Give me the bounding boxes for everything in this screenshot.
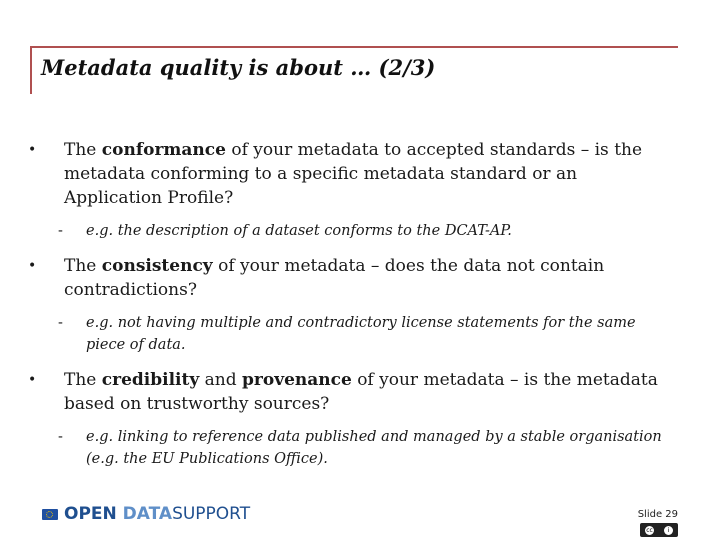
bullet-consistency xyxy=(28,254,678,302)
bullet-conformance xyxy=(28,138,678,210)
bullet-dot: • xyxy=(28,142,37,158)
sub-bullet-text: e.g. not having multiple and contradictory license statements for the same piece of data. xyxy=(86,315,636,353)
bullet-text: and xyxy=(199,370,243,390)
sub-bullet-conformance xyxy=(28,220,678,242)
sub-bullet-text: e.g. linking to reference data published and managed by a stable organisation (e.g. the EU Publications Office). xyxy=(86,429,662,467)
slide-title: Metadata quality is about … (2/3) xyxy=(41,55,436,80)
sub-dash: - xyxy=(58,429,63,445)
logo-data-text: DATA xyxy=(122,504,173,524)
title-frame-left xyxy=(30,46,32,94)
sub-bullet-text: e.g. the description of a dataset conforms to the DCAT-AP. xyxy=(86,223,512,239)
slide-content xyxy=(28,138,678,482)
sub-dash: - xyxy=(58,315,63,331)
bullet-text: The xyxy=(64,370,102,390)
logo-support-text: SUPPORT xyxy=(172,504,251,524)
bullet-dot: • xyxy=(28,258,37,274)
bullet-keyword: conformance xyxy=(101,140,226,160)
logo-open-text: OPEN xyxy=(64,504,123,524)
sub-bullet-credibility xyxy=(28,426,678,470)
bullet-text: of your metadata to accepted standards – is the metadata conforming to a specific metadata standard or an Application Profile? xyxy=(64,140,643,208)
sub-dash: - xyxy=(58,223,63,239)
slide-number: Slide 29 xyxy=(637,509,678,520)
bullet-text: The xyxy=(64,140,102,160)
bullet-credibility xyxy=(28,368,678,416)
sub-bullet-consistency xyxy=(28,312,678,356)
bullet-dot: • xyxy=(28,372,37,388)
title-frame-top xyxy=(30,46,678,48)
bullet-keyword: provenance xyxy=(242,370,352,390)
open-data-support-logo xyxy=(42,504,250,524)
creative-commons-by-icon: cc i xyxy=(640,523,678,537)
bullet-text: of your metadata – is the metadata based on trustworthy sources? xyxy=(64,370,658,414)
bullet-keyword: consistency xyxy=(101,256,213,276)
bullet-keyword: credibility xyxy=(101,370,200,390)
bullet-text: The xyxy=(64,256,102,276)
bullet-text: of your metadata – does the data not contain contradictions? xyxy=(64,256,605,300)
eu-flag-icon xyxy=(42,509,58,520)
